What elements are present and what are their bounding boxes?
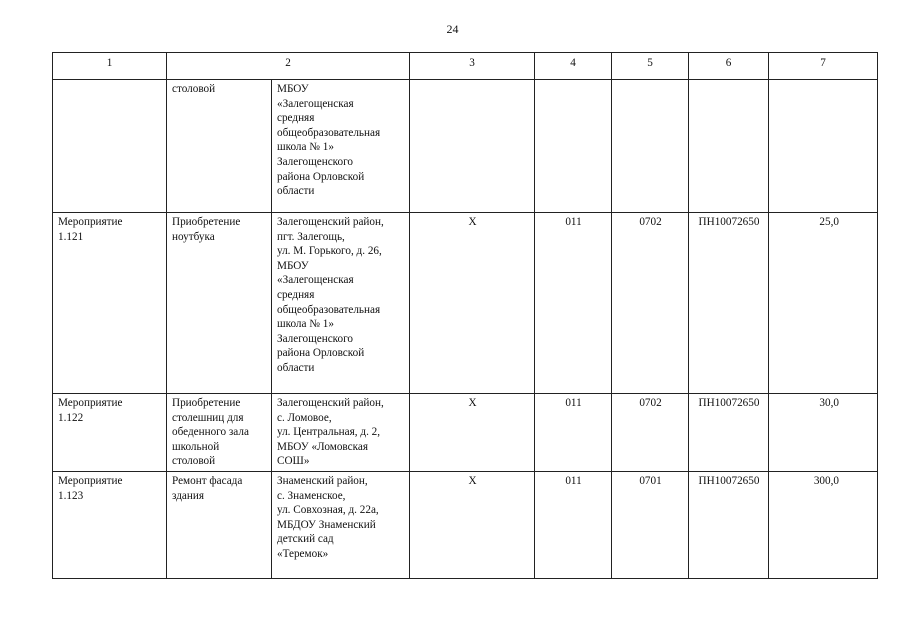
- location-cell: [272, 471, 410, 578]
- col6-cell: ПН10072650: [689, 394, 769, 472]
- location-line: МБДОУ Знаменский: [277, 518, 376, 531]
- location-line: детский сад: [277, 533, 334, 546]
- location-line: района Орловской: [277, 170, 365, 183]
- location-line: Залегощенский район,: [277, 397, 384, 409]
- header-cell-3: 3: [410, 53, 535, 80]
- name-cell: [167, 80, 272, 213]
- name-line: школьной: [172, 440, 220, 453]
- table-row: [53, 213, 878, 394]
- header-cell-6: 6: [689, 53, 769, 80]
- col7-cell: 25,0: [769, 213, 878, 394]
- location-line: с. Ломовое,: [277, 411, 332, 424]
- event-line: Мероприятие: [58, 216, 123, 228]
- location-line: Залегощенского: [277, 332, 354, 345]
- name-line: столешниц для: [172, 411, 244, 424]
- location-line: района Орловской: [277, 347, 365, 360]
- name-line: ноутбука: [172, 230, 215, 243]
- col5-cell: [612, 80, 689, 213]
- location-line: МБОУ «Ломовская: [277, 440, 368, 453]
- table-row: [53, 394, 878, 472]
- col6-cell: ПН10072650: [689, 213, 769, 394]
- col7-cell: 30,0: [769, 394, 878, 472]
- location-line: Залегощенского: [277, 155, 354, 168]
- location-line: школа № 1»: [277, 141, 334, 154]
- name-line: столовой: [172, 455, 216, 468]
- col4-cell: 011: [535, 471, 612, 578]
- page-number: 24: [446, 22, 459, 36]
- col3-cell: Х: [410, 213, 535, 394]
- event-cell: [53, 213, 167, 394]
- location-line: МБОУ: [277, 259, 309, 272]
- location-line: средняя: [277, 288, 315, 301]
- location-line: ул. М. Горького, д. 26,: [277, 245, 382, 258]
- col6-cell: ПН10072650: [689, 471, 769, 578]
- table-row: [53, 471, 878, 578]
- location-cell: [272, 213, 410, 394]
- event-line: 1.122: [58, 411, 84, 424]
- location-line: «Залегощенская: [277, 274, 354, 287]
- table-row: [53, 80, 878, 213]
- col4-cell: [535, 80, 612, 213]
- col3-cell: [410, 80, 535, 213]
- location-line: Знаменский район,: [277, 474, 368, 487]
- location-line: ул. Совхозная, д. 22а,: [277, 504, 379, 517]
- col4-cell: 011: [535, 394, 612, 472]
- header-cell-7: 7: [769, 53, 878, 80]
- location-line: области: [277, 185, 315, 198]
- event-cell: [53, 471, 167, 578]
- location-line: с. Знаменское,: [277, 489, 346, 502]
- col5-cell: 0701: [612, 471, 689, 578]
- name-line: столовой: [172, 83, 216, 95]
- header-cell-1: 1: [53, 53, 167, 80]
- name-line: Ремонт фасада: [172, 474, 243, 487]
- col4-cell: 011: [535, 213, 612, 394]
- location-line: средняя: [277, 112, 315, 125]
- location-line: ул. Центральная, д. 2,: [277, 426, 381, 439]
- col7-cell: 300,0: [769, 471, 878, 578]
- location-line: пгт. Залегощь,: [277, 230, 345, 243]
- col6-cell: [689, 80, 769, 213]
- location-line: «Теремок»: [277, 547, 329, 560]
- col5-cell: 0702: [612, 394, 689, 472]
- name-line: Приобретение: [172, 216, 241, 228]
- event-line: 1.123: [58, 489, 84, 502]
- name-cell: [167, 394, 272, 472]
- location-line: Залегощенский район,: [277, 216, 384, 228]
- name-line: Приобретение: [172, 397, 241, 409]
- name-cell: [167, 213, 272, 394]
- header-cell-5: 5: [612, 53, 689, 80]
- event-line: Мероприятие: [58, 474, 123, 487]
- event-line: Мероприятие: [58, 397, 123, 409]
- location-line: школа № 1»: [277, 318, 334, 331]
- col5-cell: 0702: [612, 213, 689, 394]
- location-line: общеобразовательная: [277, 126, 381, 139]
- col7-cell: [769, 80, 878, 213]
- location-cell: [272, 80, 410, 213]
- location-line: области: [277, 361, 315, 374]
- col3-cell: Х: [410, 471, 535, 578]
- event-cell: [53, 80, 167, 213]
- table-header-row: [53, 53, 878, 80]
- header-cell-2: 2: [167, 53, 410, 80]
- name-line: обеденного зала: [172, 426, 249, 439]
- name-line: здания: [172, 489, 204, 502]
- event-cell: [53, 394, 167, 472]
- location-line: МБОУ: [277, 83, 309, 95]
- event-line: 1.121: [58, 230, 84, 243]
- header-cell-4: 4: [535, 53, 612, 80]
- location-cell: [272, 394, 410, 472]
- location-line: СОШ»: [277, 455, 310, 468]
- location-line: общеобразовательная: [277, 303, 381, 316]
- location-line: «Залегощенская: [277, 97, 354, 110]
- budget-table: [52, 52, 878, 579]
- name-cell: [167, 471, 272, 578]
- col3-cell: Х: [410, 394, 535, 472]
